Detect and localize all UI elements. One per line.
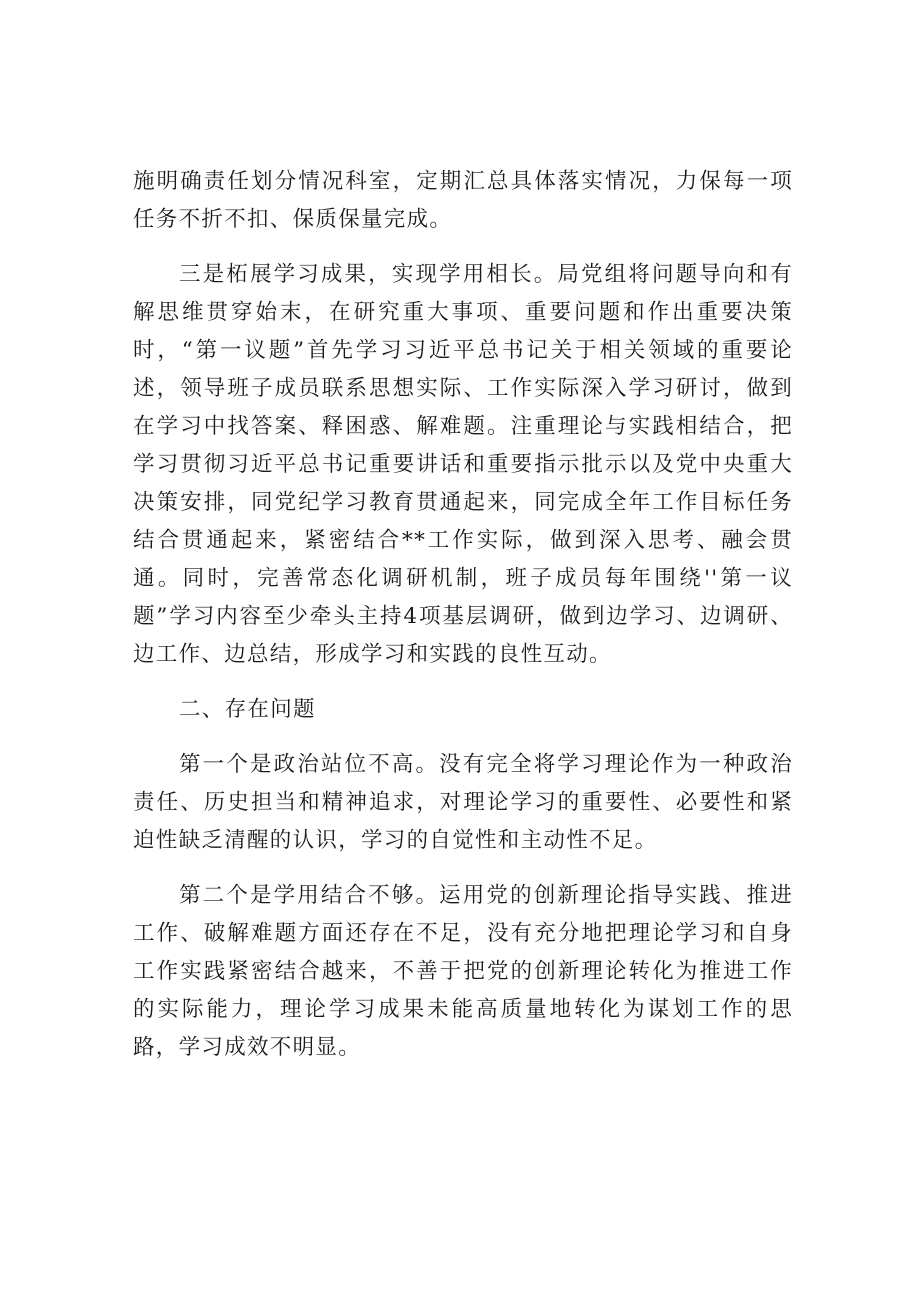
paragraph-problem-two: 第二个是学用结合不够。运用党的创新理论指导实践、推进工作、破解难题方面还存在不足，没有充分地把理论学习和自身工作实践紧密结合越来，不善于把党的创新理论转化为推进工作的实际能力，理论学习成果未能高质量地转化为谋划工作的思路，学习成效不明显。: [133, 883, 793, 1060]
section-heading-problems: 二、存在问题: [179, 697, 316, 722]
document-body: [133, 163, 793, 1084]
paragraph-problem-one: 第一个是政治站位不高。没有完全将学习理论作为一种政治责任、历史担当和精神追求，对理论学习的重要性、必要性和紧迫性缺乏清醒的认识，学习的自觉性和主动性不足。: [133, 752, 793, 853]
paragraph-point-three: 三是柘展学习成果，实现学用相长。局党组将问题导向和有解思维贯穿始末，在研究重大事项、重要问题和作出重要决策时，“第一议题”首先学习习近平总书记关于相关领域的重要论述，领导班子成员联系思想实际、工作实际深入学习研讨，做到在学习中找答案、释困惑、解难题。注重理论与实践相结合，把学习贯彻习近平总书记重要讲话和重要指示批示以及党中央重大决策安排，同党纪学习教育贯通起来，同完成全年工作目标任务结合贯通起来，紧密结合**工作实际，做到深入思考、融会贯通。同时，完善常态化调研机制，班子成员每年围绕''第一议题”学习内容至少牵头主持4项基层调研，做到边学习、边调研、边工作、边总结，形成学习和实践的良性互动。: [133, 262, 793, 667]
paragraph-continuation: 施明确责任划分情况科室，定期汇总具体落实情况，力保每一项任务不折不扣、保质保量完成。: [133, 169, 793, 232]
